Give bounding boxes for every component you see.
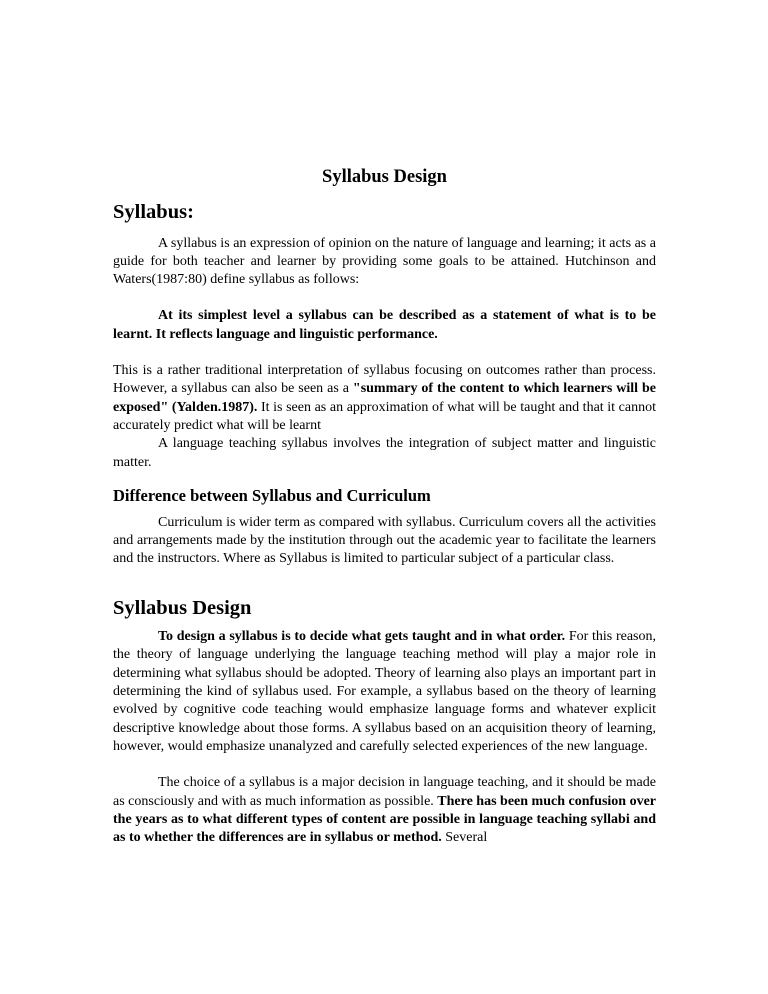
paragraph-syllabus-definition: A syllabus is an expression of opinion on the nature of language and learning; it acts as a guide for both teacher and learner by providing some goals to be attained. Hutchinson and Waters(1987:80) define syllabus as follows: bbox=[113, 235, 656, 288]
quote-text: At its simplest level a syllabus can be described as a statement of what is to be learnt. It reflects language and linguistic performance. bbox=[113, 308, 656, 342]
paragraph-interpretation bbox=[113, 362, 656, 435]
section-heading-syllabus-design: Syllabus Design bbox=[113, 596, 252, 619]
paragraph-choice bbox=[113, 774, 656, 847]
interpretation-text-b: It is seen as an approximation of what will be taught and that it cannot accurately predict what will be learnt bbox=[113, 399, 656, 433]
section-heading-syllabus: Syllabus: bbox=[113, 201, 194, 223]
document-content bbox=[113, 164, 656, 847]
design-text: For this reason, the theory of language underlying the language teaching method will play a major role in determining what syllabus should be adopted. Theory of learning also plays an important part in determining the kind of syllabus used. For example, a syllabus based on the theory of learning evolved by cognitive code teaching would emphasize language forms and whatever explicit descriptive knowledge about those forms. A syllabus based on an acquisition theory of learning, however, would emphasize unanalyzed and carefully selected experiences of the new language. bbox=[113, 629, 656, 754]
interpretation-bold: "summary of the content to which learners will be exposed" (Yalden.1987). bbox=[113, 381, 656, 415]
document-title: Syllabus Design bbox=[322, 167, 447, 187]
choice-text-b: Several bbox=[441, 830, 488, 846]
paragraph-design bbox=[113, 628, 656, 756]
interpretation-text-a: This is a rather traditional interpretation of syllabus focusing on outcomes rather than process. However, a syllabus can also be seen as a bbox=[113, 363, 656, 397]
choice-bold: There has been much confusion over the years as to what different types of content are possible in language teaching syllabi and as to whether the differences are in syllabus or method. bbox=[113, 793, 656, 846]
section-heading-difference: Difference between Syllabus and Curriculum bbox=[113, 485, 431, 505]
design-bold: To design a syllabus is to decide what gets taught and in what order. bbox=[158, 629, 566, 645]
choice-text-a: The choice of a syllabus is a major decision in language teaching, and it should be made as consciously and with as much information as possible. bbox=[113, 775, 656, 809]
paragraph-quote bbox=[113, 307, 656, 344]
paragraph-curriculum: Curriculum is wider term as compared with syllabus. Curriculum covers all the activities and arrangements made by the institution through out the academic year to facilitate the learners and the instructors. Where as Syllabus is limited to particular subject of a particular class. bbox=[113, 514, 656, 567]
paragraph-integration: A language teaching syllabus involves the integration of subject matter and linguistic matter. bbox=[113, 436, 656, 470]
